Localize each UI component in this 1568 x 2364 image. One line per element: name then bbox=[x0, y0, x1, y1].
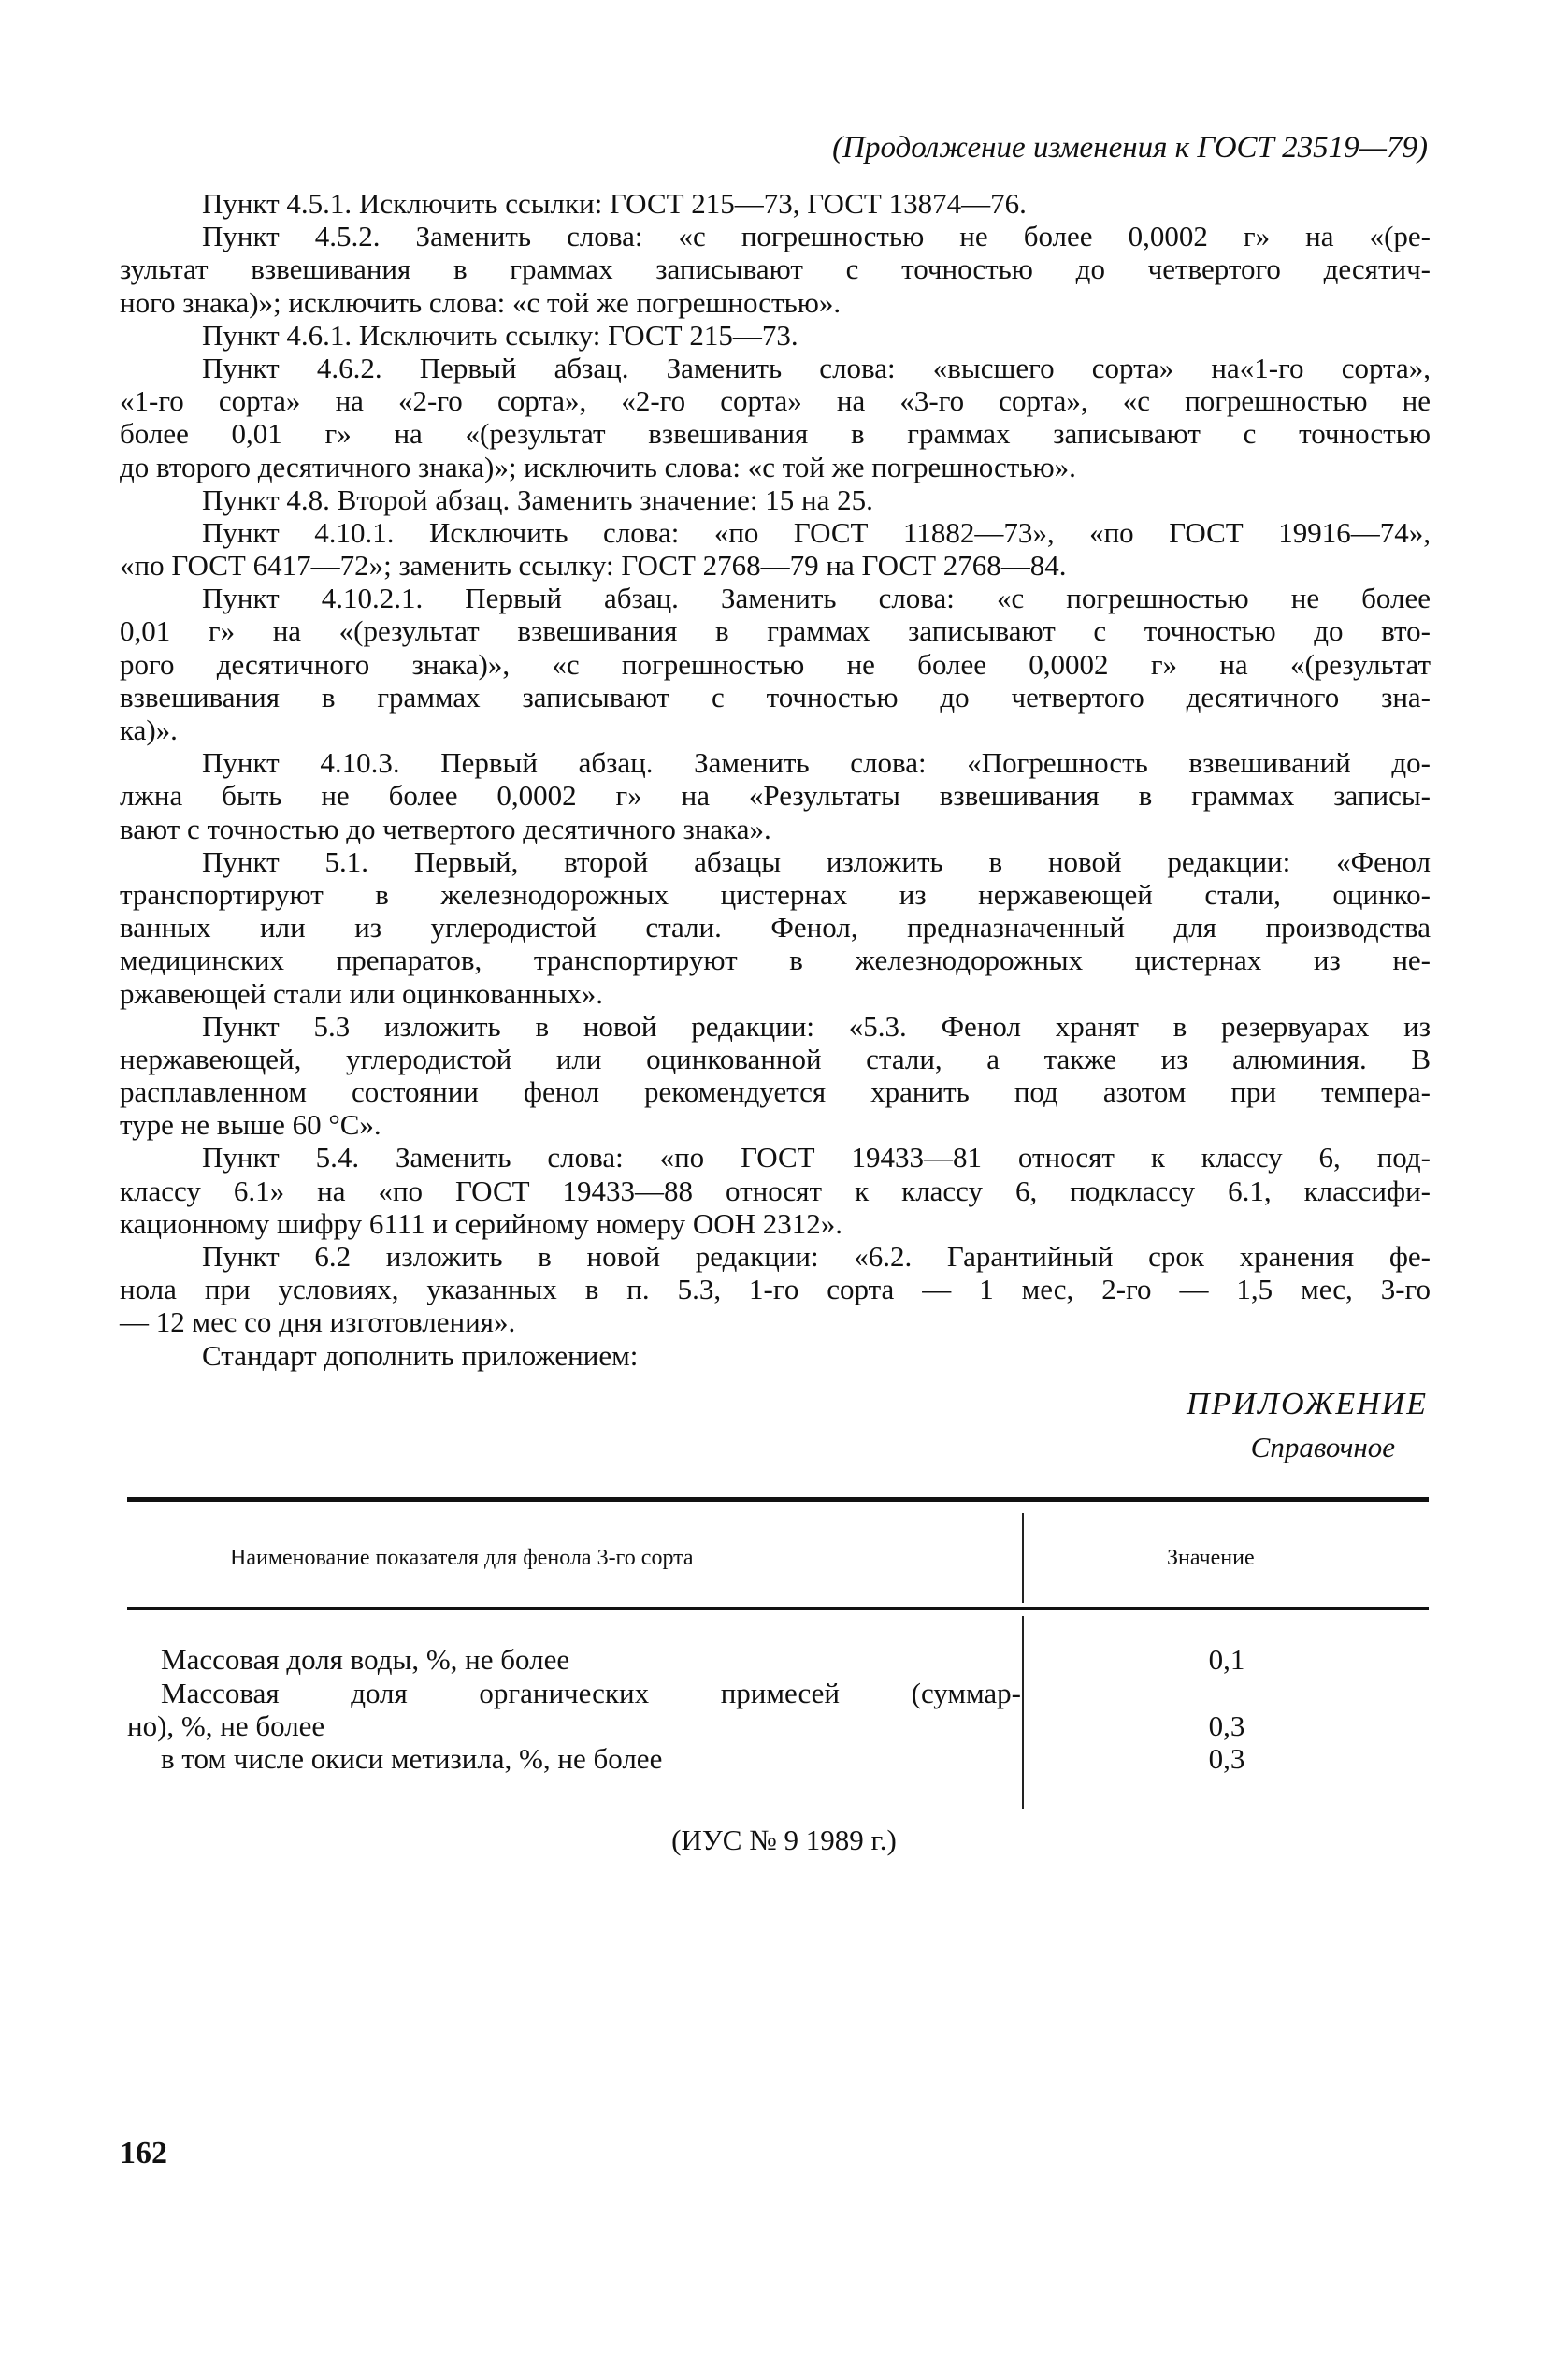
table-row-value: 0,1 bbox=[1208, 1643, 1245, 1676]
text-line: расплавленном состоянии фенол рекомендуется хранить под азотом при темпера- bbox=[120, 1075, 1431, 1109]
text-line: нержавеющей, углеродистой или оцинкованной стали, а также из алюминия. В bbox=[120, 1042, 1431, 1075]
text-line: зультат взвешивания в граммах записывают с точностью до четвертого десятич- bbox=[120, 252, 1431, 286]
text-line: Пункт 4.10.3. Первый абзац. Заменить слова: «Погрешность взвешиваний до- bbox=[202, 746, 1431, 780]
text-line: ка)». bbox=[120, 714, 178, 746]
text-line: Пункт 4.8. Второй абзац. Заменить значение: 15 на 25. bbox=[202, 483, 873, 516]
table-row-label: но), %, не более bbox=[127, 1709, 325, 1742]
appendix-title: ПРИЛОЖЕНИЕ bbox=[1187, 1387, 1428, 1421]
text-line: Пункт 6.2 изложить в новой редакции: «6.2. Гарантийный срок хранения фе- bbox=[202, 1240, 1431, 1273]
paragraph bbox=[120, 1141, 1431, 1240]
paragraph bbox=[120, 746, 1431, 845]
paragraph bbox=[120, 352, 1431, 483]
column-header-indicator: Наименование показателя для фенола 3-го сорта bbox=[230, 1546, 694, 1570]
text-line: Пункт 5.1. Первый, второй абзацы изложить в новой редакции: «Фенол bbox=[202, 844, 1431, 878]
text-line: взвешивания в граммах записывают с точностью до четвертого десятичного зна- bbox=[120, 680, 1431, 714]
text-line: туре не выше 60 °С». bbox=[120, 1108, 381, 1142]
text-line: «1-го сорта» на «2-го сорта», «2-го сорта» на «3-го сорта», «с погрешностью не bbox=[120, 384, 1431, 418]
paragraph bbox=[120, 516, 1431, 582]
text-line: медицинских препаратов, транспортируют в железнодорожных цистернах из не- bbox=[120, 944, 1431, 977]
column-header-value: Значение bbox=[1167, 1546, 1255, 1570]
appendix-subtitle: Справочное bbox=[1250, 1431, 1395, 1463]
paragraph bbox=[120, 1339, 1431, 1372]
text-line: Пункт 4.5.1. Исключить ссылки: ГОСТ 215—73, ГОСТ 13874—76. bbox=[202, 187, 1027, 220]
paragraph bbox=[120, 1010, 1431, 1142]
paragraph bbox=[120, 220, 1431, 319]
table-row-value: 0,3 bbox=[1208, 1742, 1245, 1775]
column-divider bbox=[1022, 1513, 1024, 1603]
paragraph bbox=[120, 1240, 1431, 1339]
text-line: транспортируют в железнодорожных цистернах из нержавеющей стали, оцинко- bbox=[120, 877, 1431, 911]
text-line: Пункт 4.10.2.1. Первый абзац. Заменить слова: «с погрешностью не более bbox=[202, 582, 1431, 615]
text-line: лжна быть не более 0,0002 г» на «Результаты взвешивания в граммах записы- bbox=[120, 779, 1431, 813]
table-top-rule bbox=[127, 1497, 1429, 1502]
text-line: — 12 мес со дня изготовления». bbox=[120, 1305, 516, 1339]
text-line: кационному шифру 6111 и серийному номеру ООН 2312». bbox=[120, 1206, 842, 1240]
table-header-rule bbox=[127, 1607, 1429, 1610]
text-line: Пункт 5.3 изложить в новой редакции: «5.3. Фенол хранят в резервуарах из bbox=[202, 1009, 1431, 1043]
table-row-label: в том числе окиси метизила, %, не более bbox=[161, 1742, 663, 1775]
text-line: 0,01 г» на «(результат взвешивания в граммах записывают с точностью до вто- bbox=[120, 614, 1431, 648]
paragraph bbox=[120, 845, 1431, 1010]
text-line: «по ГОСТ 6417—72»; заменить ссылку: ГОСТ 2768—79 на ГОСТ 2768—84. bbox=[120, 549, 1067, 583]
text-line: Пункт 5.4. Заменить слова: «по ГОСТ 19433—81 относят к классу 6, под- bbox=[202, 1141, 1431, 1175]
page-number: 162 bbox=[120, 2136, 167, 2170]
paragraph bbox=[120, 483, 1431, 516]
text-line: рого десятичного знака)», «с погрешностью не более 0,0002 г» на «(результат bbox=[120, 647, 1431, 681]
text-line: более 0,01 г» на «(результат взвешивания в граммах записывают с точностью bbox=[120, 417, 1431, 451]
text-line: Пункт 4.5.2. Заменить слова: «с погрешностью не более 0,0002 г» на «(ре- bbox=[202, 220, 1431, 253]
text-line: до второго десятичного знака)»; исключить слова: «с той же погрешностью». bbox=[120, 450, 1076, 483]
text-line: Пункт 4.6.1. Исключить ссылку: ГОСТ 215—73. bbox=[202, 318, 798, 352]
text-line: классу 6.1» на «по ГОСТ 19433—88 относят к классу 6, подклассу 6.1, классифи- bbox=[120, 1174, 1431, 1207]
paragraph bbox=[120, 187, 1431, 220]
text-line: ванных или из углеродистой стали. Фенол, предназначенный для производства bbox=[120, 911, 1431, 944]
text-line: Пункт 4.6.2. Первый абзац. Заменить слова: «высшего сорта» на«1-го сорта», bbox=[202, 351, 1431, 384]
text-line: нола при условиях, указанных в п. 5.3, 1-го сорта — 1 мес, 2-го — 1,5 мес, 3-го bbox=[120, 1273, 1431, 1306]
table-row-value: 0,3 bbox=[1208, 1709, 1245, 1742]
document-body bbox=[120, 187, 1431, 1372]
source-note: (ИУС № 9 1989 г.) bbox=[671, 1823, 897, 1856]
text-line: вают с точностью до четвертого десятичного знака». bbox=[120, 812, 771, 845]
table-row-label: Массовая доля воды, %, не более bbox=[161, 1643, 570, 1676]
text-line: Стандарт дополнить приложением: bbox=[202, 1338, 639, 1372]
paragraph bbox=[120, 582, 1431, 746]
table-row-label: Массовая доля органических примесей (суммар- bbox=[161, 1677, 1021, 1709]
paragraph bbox=[120, 319, 1431, 352]
column-divider bbox=[1022, 1616, 1024, 1809]
text-line: Пункт 4.10.1. Исключить слова: «по ГОСТ 11882—73», «по ГОСТ 19916—74», bbox=[202, 515, 1431, 549]
text-line: ржавеющей стали или оцинкованных». bbox=[120, 976, 603, 1010]
running-header: (Продолжение изменения к ГОСТ 23519—79) bbox=[832, 131, 1428, 165]
text-line: ного знака)»; исключить слова: «с той же погрешностью». bbox=[120, 285, 842, 319]
